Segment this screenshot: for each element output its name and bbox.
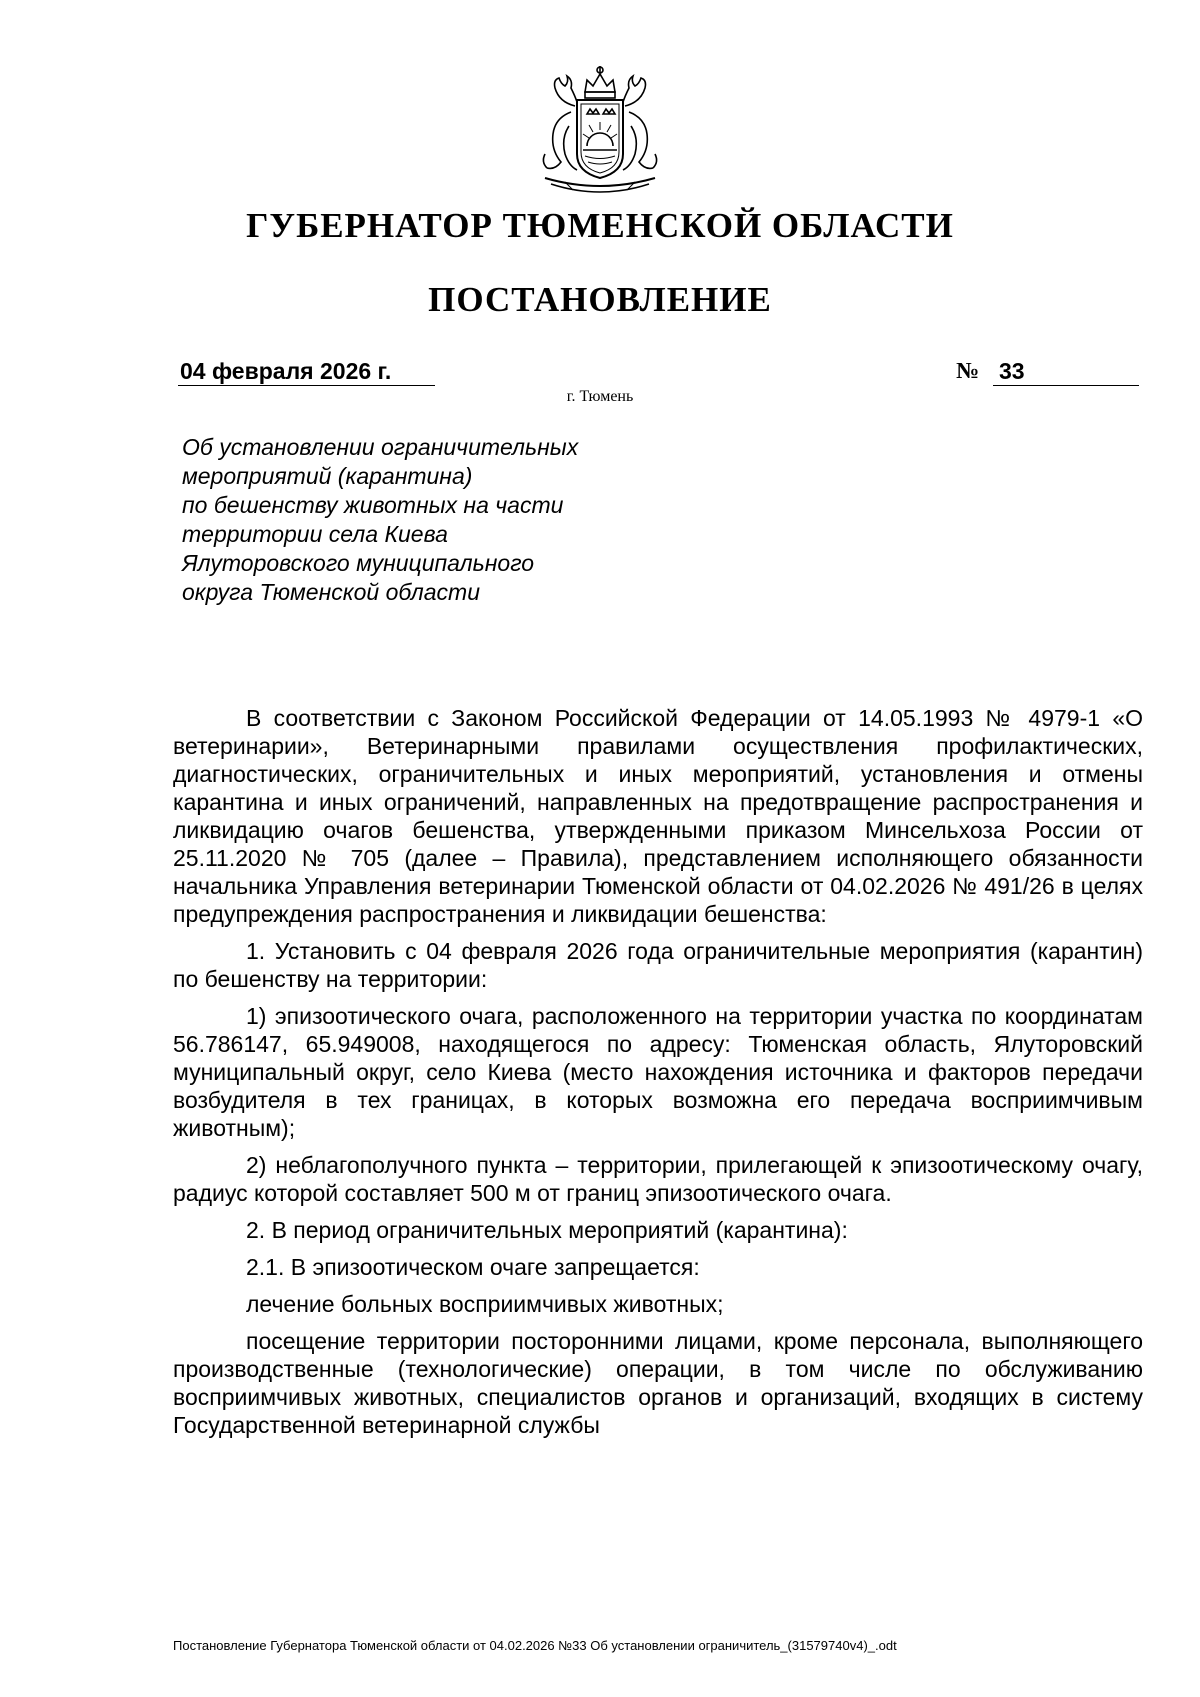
document-body: [173, 704, 1143, 1448]
body-paragraph-prohibition-1: лечение больных восприимчивых животных;: [246, 1291, 724, 1317]
body-paragraph-item-2-1: 2.1. В эпизоотическом очаге запрещается:: [246, 1254, 700, 1280]
coat-of-arms-icon: [525, 62, 675, 202]
subject-line: округа Тюменской области: [182, 579, 481, 605]
body-paragraph-item-2: 2. В период ограничительных мероприятий (карантина):: [246, 1217, 848, 1243]
body-paragraph-item-1-1: 1) эпизоотического очага, расположенного на территории участка по координатам 56.786147, 65.949008, находящегося по адресу: Тюменская область, Ялуторовский муниципальный округ, село Киева (место нахождения источника и факторов передачи возбудителя в тех границах, в которых возможна его передача восприимчивым животным);: [173, 1003, 1143, 1141]
subject-line: мероприятий (карантина): [182, 463, 473, 489]
document-city: г. Тюмень: [566, 388, 634, 405]
subject-line: территории села Киева: [182, 521, 448, 547]
subject-line: Об установлении ограничительных: [182, 434, 579, 460]
document-type: ПОСТАНОВЛЕНИЕ: [428, 280, 772, 319]
body-paragraph-item-1-2: 2) неблагополучного пункта – территории, прилегающей к эпизоотическому очагу, радиус которой составляет 500 м от границ эпизоотического очага.: [173, 1152, 1143, 1206]
number-sign: №: [956, 358, 980, 383]
subject-line: Ялуторовского муниципального: [182, 550, 535, 576]
page-footer: Постановление Губернатора Тюменской области от 04.02.2026 №33 Об установлении ограничитель_(31579740v4)_.odt: [173, 1638, 897, 1653]
document-date: 04 февраля 2026 г.: [178, 357, 435, 386]
body-paragraph-item-1: 1. Установить с 04 февраля 2026 года ограничительные мероприятия (карантин) по бешенству на территории:: [173, 938, 1143, 992]
document-subject: [182, 433, 682, 607]
subject-line: по бешенству животных на части: [182, 492, 564, 518]
document-number: 33: [993, 357, 1139, 386]
issuing-authority: ГУБЕРНАТОР ТЮМЕНСКОЙ ОБЛАСТИ: [246, 206, 954, 245]
body-paragraph-prohibition-2: посещение территории посторонними лицами, кроме персонала, выполняющего производственные (технологические) операции, в том числе по обслуживанию восприимчивых животных, специалистов органов и организаций, входящих в систему Государственной ветеринарной службы: [173, 1328, 1143, 1438]
body-paragraph-preamble: В соответствии с Законом Российской Федерации от 14.05.1993 № 4979-1 «О ветеринарии», Ветеринарными правилами осуществления профилактических, диагностических, ограничительных и иных мероприятий, установления и отмены карантина и иных ограничений, направленных на предотвращение распространения и ликвидацию очагов бешенства, утвержденными приказом Минсельхоза России от 25.11.2020 № 705 (далее – Правила), представлением исполняющего обязанности начальника Управления ветеринарии Тюменской области от 04.02.2026 № 491/26 в целях предупреждения распространения и ликвидации бешенства:: [173, 705, 1143, 927]
